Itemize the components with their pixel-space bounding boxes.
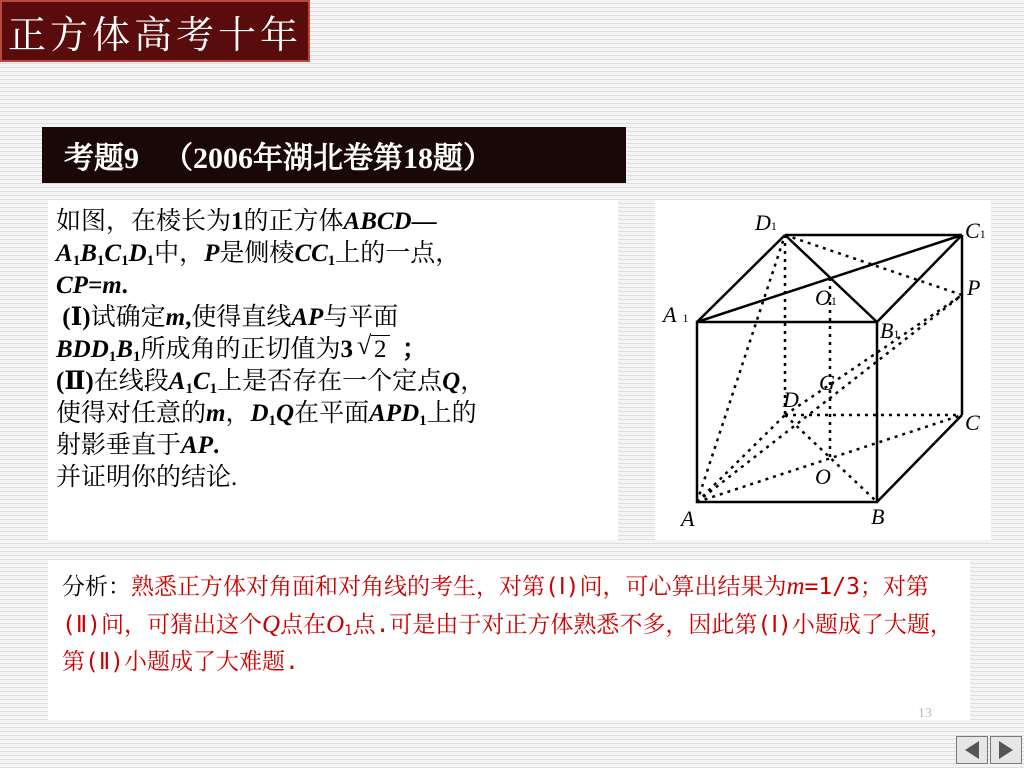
problem-line: 射影垂直于AP. bbox=[56, 432, 220, 459]
analysis-box: 分析：熟悉正方体对角面和对角线的考生，对第(Ⅰ)问，可心算出结果为m=1/3；对第(Ⅱ)问，可猜出这个Q点在$O_1$点.可是由于对正方体熟悉不多，因此第(Ⅰ)小题成了大题，第(Ⅱ)小题成了大难题. bbox=[48, 560, 970, 720]
problem-line: 如图，在棱长为1的正方体ABCD— bbox=[56, 208, 437, 235]
problem-statement bbox=[48, 200, 618, 540]
problem-line: CP=m. bbox=[56, 272, 128, 299]
problem-part-1: (Ⅰ)试确定m,使得直线AP与平面 bbox=[62, 304, 399, 331]
banner-title: 正方体高考十年 bbox=[7, 12, 302, 57]
label-b1: B1 bbox=[880, 318, 900, 343]
question-source: （2006年湖北卷第18题） bbox=[163, 142, 493, 175]
edge-a-d bbox=[697, 415, 785, 502]
problem-line: 使得对任意的m，$D_1Q$在平面$APD_1$上的 bbox=[56, 400, 477, 429]
label-o: O bbox=[815, 464, 831, 489]
triangle-right-icon bbox=[999, 741, 1013, 759]
problem-line: 并证明你的结论. bbox=[56, 464, 238, 491]
label-g: G bbox=[819, 370, 835, 395]
label-b: B bbox=[871, 504, 885, 529]
problem-line: $A_1B_1C_1D_1$中，P是侧棱$CC_1$上的一点， bbox=[56, 240, 461, 269]
cube-figure bbox=[655, 200, 991, 540]
problem-line: $BDD_1B_1$所成角的正切值为3 √ 2 ； bbox=[56, 331, 428, 365]
next-slide-button[interactable] bbox=[990, 736, 1022, 764]
label-p: P bbox=[967, 275, 981, 300]
page-number: 13 bbox=[918, 706, 932, 721]
line-d-p bbox=[785, 295, 962, 415]
diagonal-b-d bbox=[785, 415, 877, 502]
vertex-labels bbox=[661, 210, 986, 531]
edge-a1-d1 bbox=[697, 235, 785, 322]
question-label: 考题9 bbox=[64, 142, 139, 175]
label-a: A bbox=[681, 506, 695, 531]
label-d1: D1 bbox=[755, 210, 777, 235]
title-banner bbox=[0, 0, 310, 62]
label-a1: A 1 bbox=[663, 302, 689, 327]
label-o1: O1 bbox=[815, 285, 837, 310]
sqrt-expression: √ 2 bbox=[357, 334, 390, 366]
label-c1: C1 bbox=[965, 218, 986, 243]
cube-diagram bbox=[655, 200, 991, 540]
label-c: C bbox=[965, 410, 980, 435]
prev-slide-button[interactable] bbox=[956, 736, 988, 764]
analysis-lead: 分析： bbox=[62, 574, 131, 600]
triangle-left-icon bbox=[965, 741, 979, 759]
problem-part-2: (Ⅱ)在线段$A_1C_1$上是否存在一个定点Q， bbox=[56, 368, 486, 397]
line-a-d1 bbox=[697, 235, 785, 502]
question-header bbox=[42, 127, 626, 183]
label-d: D bbox=[783, 387, 799, 412]
